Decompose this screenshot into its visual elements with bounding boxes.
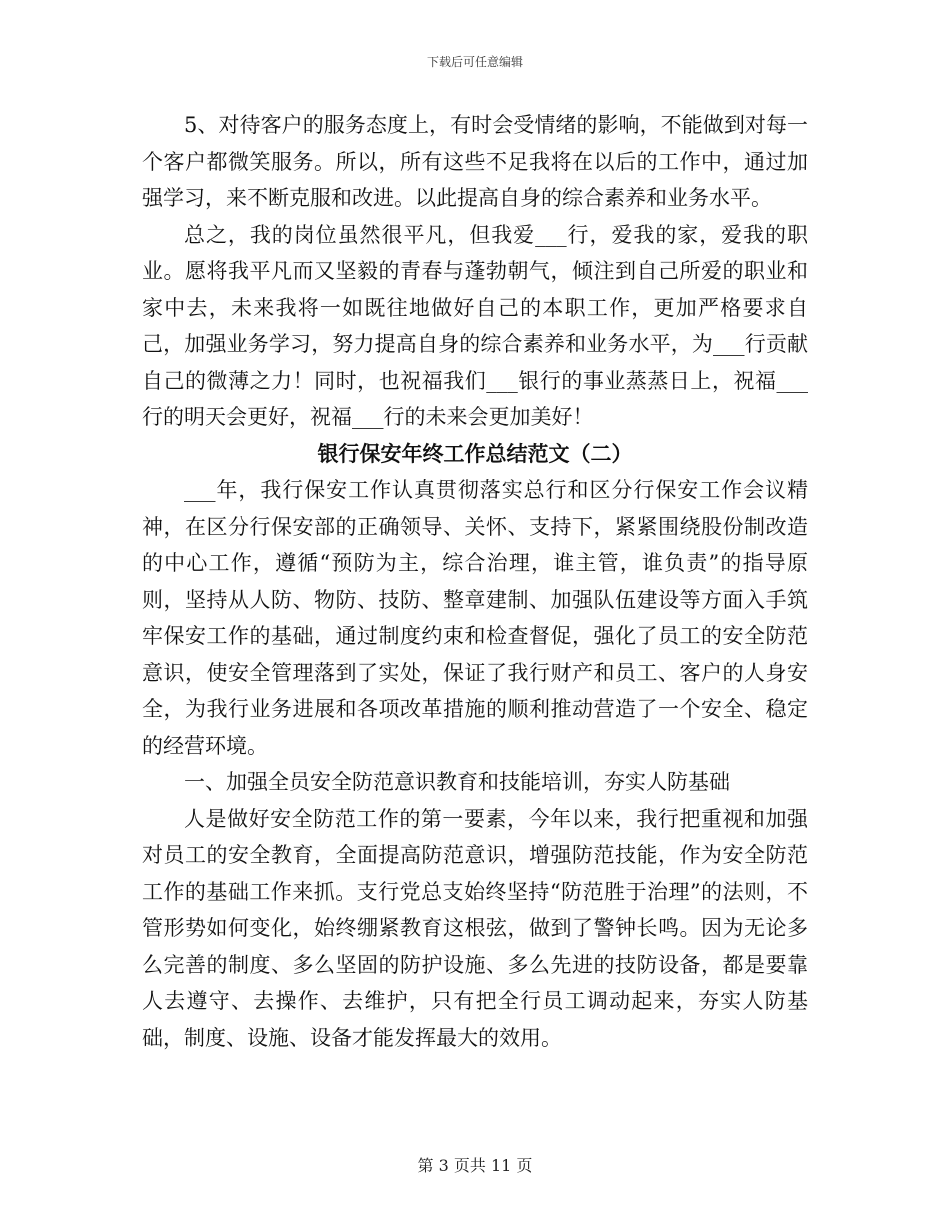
paragraph-conclusion: 总之，我的岗位虽然很平凡，但我爱___行，爱我的家，爱我的职业。愿将我平凡而又坚毅的青春与蓬勃朝气，倾注到自己所爱的职业和家中去，未来我将一如既往地做好自己的本职工作，更加严格要求自己，加强业务学习，努力提高自身的综合素养和业务水平，为___行贡献自己的微薄之力！同时，也祝福我们___银行的事业蒸蒸日上，祝福___行的明天会更好，祝福___行的未来会更加美好！ [142,222,808,429]
paragraph-service-attitude: 5、对待客户的服务态度上，有时会受情绪的影响，不能做到对每一个客户都微笑服务。所以，所有这些不足我将在以后的工作中，通过加强学习，来不断克服和改进。以此提高自身的综合素养和业务水平。 [142,113,808,210]
paragraph-safety-education: 人是做好安全防范工作的第一要素，今年以来，我行把重视和加强对员工的安全教育，全面提高防范意识，增强防范技能，作为安全防范工作的基础工作来抓。支行党总支始终坚持“防范胜于治理”的法则，不管形势如何变化，始终绷紧教育这根弦，做到了警钟长鸣。因为无论多么完善的制度、多么坚固的防护设施、多么先进的技防设备，都是要靠人去遵守、去操作、去维护，只有把全行员工调动起来，夯实人防基础，制度、设施、设备才能发挥最大的效用。 [142,806,808,1050]
paragraph-annual-overview: ___年，我行保安工作认真贯彻落实总行和区分行保安工作会议精神，在区分行保安部的正确领导、关怀、支持下，紧紧围绕股份制改造的中心工作，遵循“预防为主，综合治理，谁主管，谁负责”的指导原则，坚持从人防、物防、技防、整章建制、加强队伍建设等方面入手筑牢保安工作的基础，通过制度约束和检查督促，强化了员工的安全防范意识，使安全管理落到了实处，保证了我行财产和员工、客户的人身安全，为我行业务进展和各项改革措施的顺利推动营造了一个安全、稳定的经营环境。 [142,478,808,758]
document-body [142,107,808,1056]
subheading-safety-education: 一、加强全员安全防范意识教育和技能培训，夯实人防基础 [184,770,730,794]
page-header-note: 下载后可任意编辑 [426,55,523,69]
section-title: 银行保安年终工作总结范文（二） [317,440,633,466]
page-number: 第 3 页共 11 页 [417,1156,533,1175]
